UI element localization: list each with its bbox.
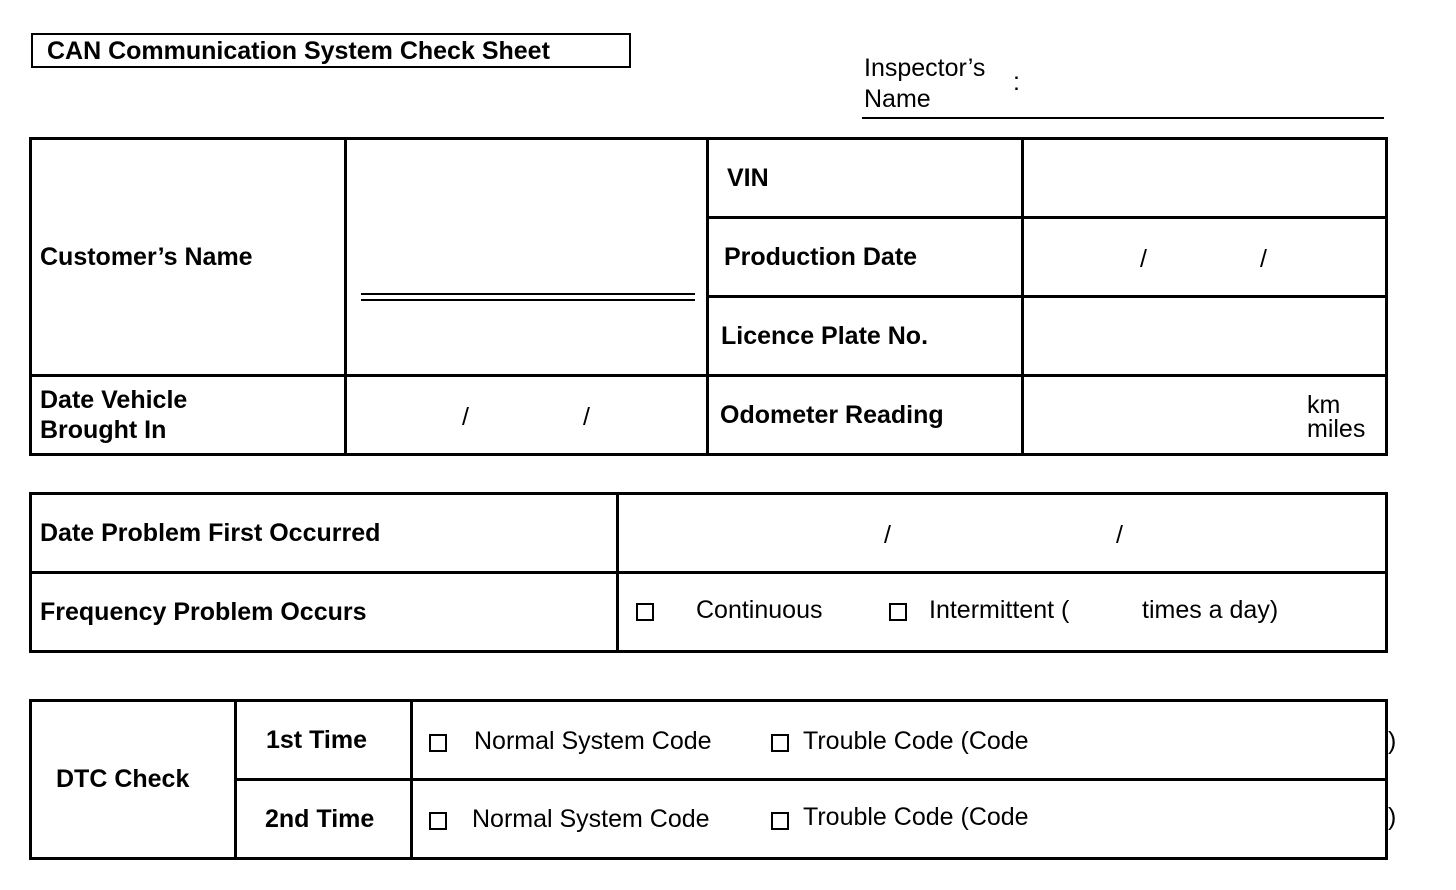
dtc-1st-close-paren: ) [1388,727,1397,755]
dtc-2nd-time-field [412,780,1397,859]
production-date-label: Production Date [708,218,1023,297]
dtc-1st-trouble-label: Trouble Code (Code [803,727,1029,755]
dtc-1st-normal-checkbox[interactable] [429,734,447,752]
dtc-1st-time-label: 1st Time [236,701,412,780]
first-occurred-sep-1: / [884,521,891,549]
dtc-check-table [29,699,1397,860]
intermittent-checkbox[interactable] [889,603,907,621]
odometer-field[interactable] [1023,376,1387,455]
times-a-day-label: times a day) [1142,596,1279,624]
date-brought-in-field[interactable] [346,376,708,455]
first-occurred-field[interactable] [618,494,1387,573]
inspector-name-field[interactable] [862,117,1384,119]
date-brought-in-label [31,376,346,455]
date-brought-in-label-line2: Brought In [40,416,167,444]
dtc-1st-time-field [412,701,1397,780]
double-line-bottom [361,299,695,301]
date-brought-in-sep-2: / [583,403,590,431]
customer-name-label: Customer’s Name [31,139,346,376]
first-occurred-sep-2: / [1116,521,1123,549]
frequency-field [618,573,1387,652]
dtc-2nd-close-paren: ) [1388,803,1397,831]
dtc-1st-normal-label: Normal System Code [474,727,712,755]
dtc-check-label: DTC Check [31,701,236,859]
dtc-2nd-trouble-checkbox[interactable] [771,812,789,830]
dtc-2nd-normal-label: Normal System Code [472,805,710,833]
inspector-colon: : [1013,68,1020,96]
vin-label: VIN [708,139,1023,218]
dtc-1st-trouble-checkbox[interactable] [771,734,789,752]
vin-field[interactable] [1023,139,1387,218]
odometer-unit-km: km [1307,391,1341,419]
date-brought-in-label-line1: Date Vehicle [40,386,188,414]
continuous-checkbox[interactable] [636,603,654,621]
sheet-title: CAN Communication System Check Sheet [31,33,631,68]
inspector-name-label [864,53,985,115]
continuous-label: Continuous [696,596,823,624]
intermittent-label: Intermittent ( [929,596,1070,624]
inspector-label-line1: Inspector’s [864,54,986,82]
dtc-2nd-normal-checkbox[interactable] [429,812,447,830]
production-date-field[interactable] [1023,218,1387,297]
licence-plate-label: Licence Plate No. [708,297,1023,376]
dtc-2nd-time-label: 2nd Time [236,780,412,859]
double-line-top [361,293,695,295]
production-date-sep-2: / [1260,245,1267,273]
date-brought-in-sep-1: / [462,403,469,431]
licence-plate-field[interactable] [1023,297,1387,376]
customer-name-field[interactable] [346,139,708,376]
first-occurred-label: Date Problem First Occurred [31,494,618,573]
problem-info-table [29,492,1388,653]
dtc-2nd-trouble-label: Trouble Code (Code [803,803,1029,831]
vehicle-info-table [29,137,1388,456]
odometer-unit-miles: miles [1307,415,1366,443]
inspector-label-line2: Name [864,85,931,113]
production-date-sep-1: / [1140,245,1147,273]
odometer-label: Odometer Reading [708,376,1023,455]
frequency-label: Frequency Problem Occurs [31,573,618,652]
